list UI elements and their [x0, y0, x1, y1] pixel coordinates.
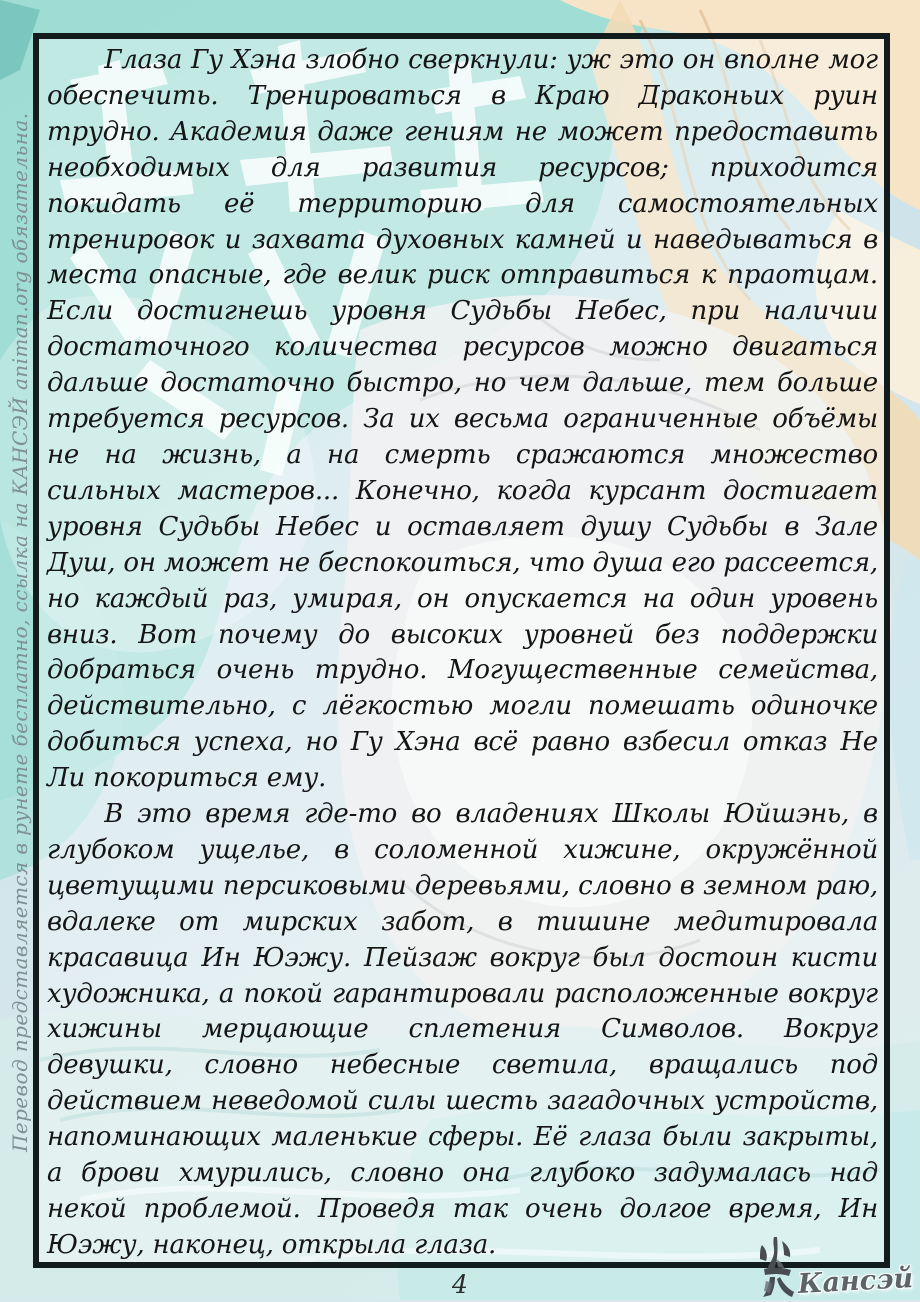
kansei-logo: [758, 1235, 913, 1299]
kansei-logo-label: Кансэй: [796, 1263, 914, 1300]
paragraph-2: В это время где-то во владениях Школы Юйшэнь, в глубоком ущелье, в соломенной хижине, окружённой цветущими персиковыми деревьями, словно в земном раю, вдалеке от мирских забот, в тишине медитировала красавица Ин Юэжу. Пейзаж вокруг был достоин кисти художника, а покой гарантировали расположенные вокруг хижины мерцающие сплетения Символов. Вокруг девушки, словно небесные светила, вращались под действием неведомой силы шесть загадочных устройств, напоминающих маленькие сферы. Её глаза были закрыты, а брови хмурились, словно она глубоко задумалась над некой проблемой. Проведя так очень долгое время, Ин Юэжу, наконец, открыла глаза.: [47, 799, 878, 1260]
novel-text: [39, 39, 884, 1262]
kansei-brush-icon: [758, 1235, 796, 1299]
page-number: 4: [452, 1270, 468, 1299]
paragraph-1: Глаза Гу Хэна злобно сверкнули: уж это он вполне мог обеспечить. Тренироваться в Краю Драконьих руин трудно. Академия даже гениям не может предоставить необходимых для развития ресурсов; приходится покидать её территорию для самостоятельных тренировок и захвата духовных камней и наведываться в места опасные, где велик риск отправиться к праотцам. Если достигнешь уровня Судьбы Небес, при наличии достаточного количества ресурсов можно двигаться дальше достаточно быстро, но чем дальше, тем больше требуется ресурсов. За их весьма ограниченные объёмы не на жизнь, а на смерть сражаются множество сильных мастеров... Конечно, когда курсант достигает уровня Судьбы Небес и оставляет душу Судьбы в Зале Душ, он может не беспокоиться, что душа его рассеется, но каждый раз, умирая, он опускается на один уровень вниз. Вот почему до высоких уровней без поддержки добраться очень трудно. Могущественные семейства, действительно, с лёгкостью могли помешать одиночке добиться успеха, но Гу Хэна всё равно взбесил отказ Не Ли покориться ему.: [47, 45, 878, 794]
translation-credit: Перевод представляется в рунете бесплатно, ссылка на КАНСЭЙ animan.org обязательна.: [8, 112, 32, 1152]
text-frame: [33, 33, 890, 1268]
